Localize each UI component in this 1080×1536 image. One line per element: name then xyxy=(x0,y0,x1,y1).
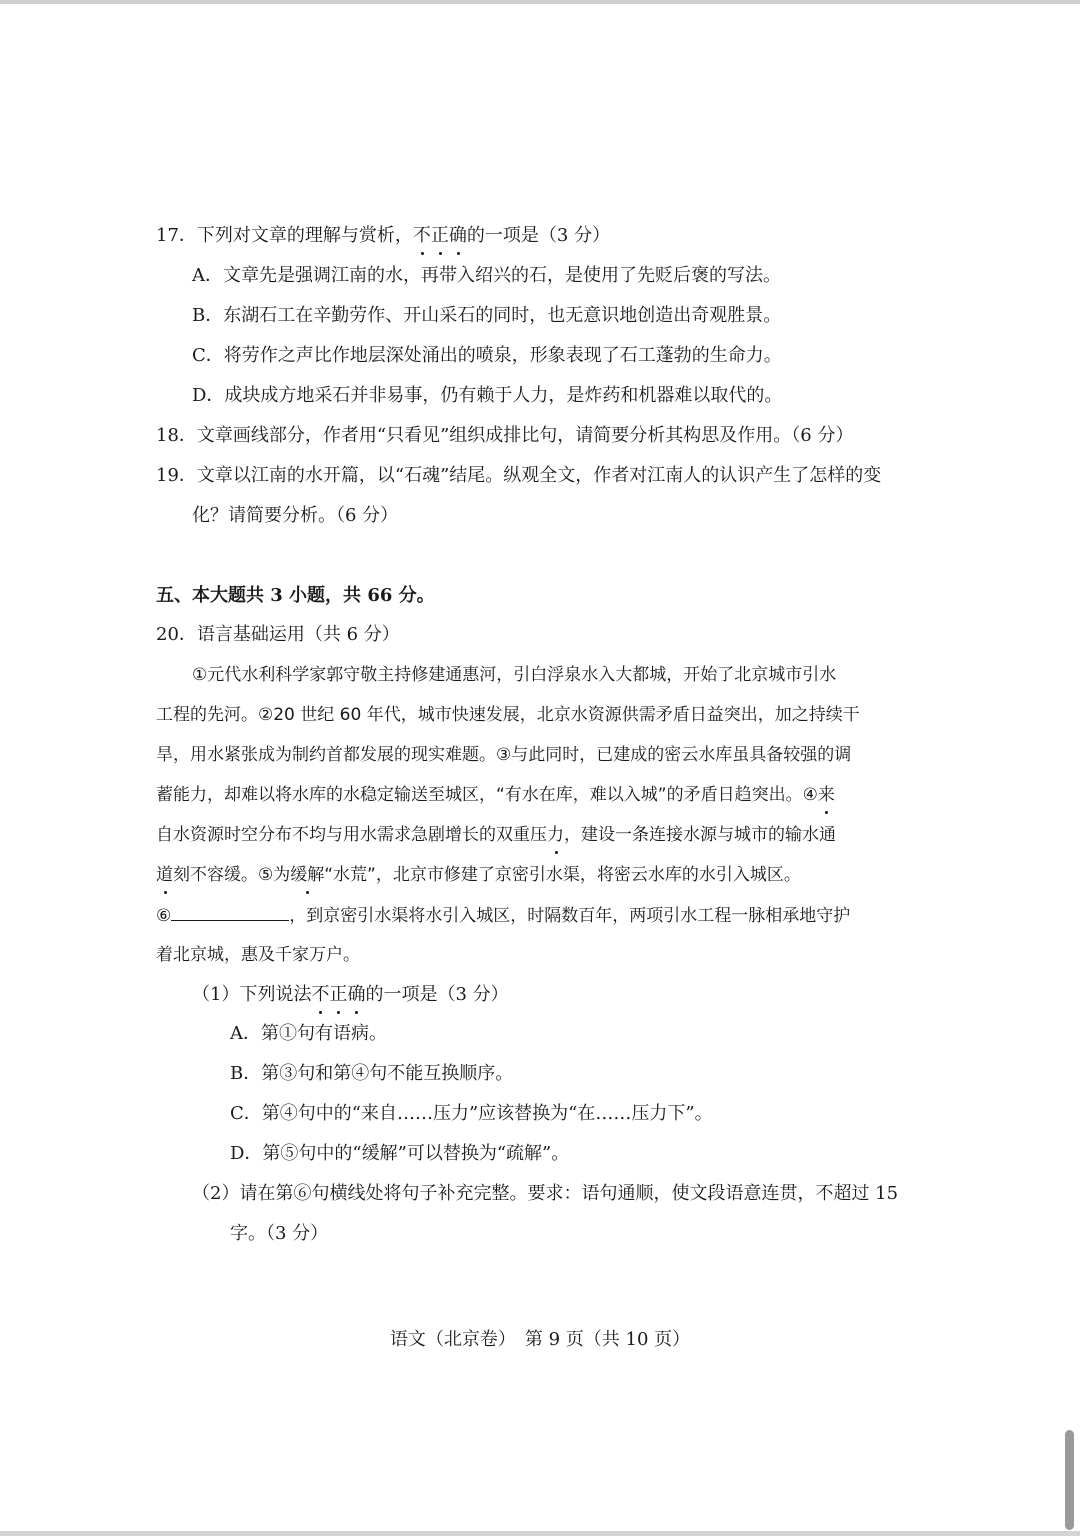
passage-line: 自水资源时空分布不均与用水需求急剧增长的双重压力，建设一条连接水源与城市的输水通 xyxy=(156,822,836,848)
emphasis-char: 来 xyxy=(818,782,835,808)
q17-option-d: D．成块成方地采石并非易事，仍有赖于人力，是炸药和机器难以取代的。 xyxy=(192,385,783,406)
passage-line: 道刻不容缓。⑤为缓解“水荒”，北京市修建了京密引水渠，将密云水库的水引入城区。 xyxy=(156,862,801,888)
q17-option-b: B．东湖石工在辛勤劳作、开山采石的同时，也无意识地创造出奇观胜景。 xyxy=(192,305,782,326)
emphasis-word: 缓解 xyxy=(290,862,324,888)
emphasis-char: 确 xyxy=(449,223,467,249)
section-heading: 五、本大题共 3 小题，共 66 分。 xyxy=(156,585,435,606)
bottom-rule xyxy=(0,1531,1080,1536)
top-rule xyxy=(0,0,1080,4)
q17-option-a: A．文章先是强调江南的水，再带入绍兴的石，是使用了先贬后褒的写法。 xyxy=(192,265,781,286)
question-20-title: 20．语言基础运用（共 6 分） xyxy=(156,624,400,645)
sub1-option-b: B．第③句和第④句不能互换顺序。 xyxy=(230,1063,514,1084)
emphasis-char: 力 xyxy=(547,822,564,848)
emphasis-char: 不 xyxy=(311,982,329,1008)
question-19-line1: 19．文章以江南的水开篇，以“石魂”结尾。纵观全文，作者对江南人的认识产生了怎样的变 xyxy=(156,465,882,486)
emphasis-char: 道 xyxy=(156,862,173,888)
answer-blank xyxy=(171,902,289,921)
question-19-line2: 化？请简要分析。（6 分） xyxy=(192,505,399,526)
passage-line: 旱，用水紧张成为制约首都发展的现实难题。③与此同时，已建成的密云水库虽具备较强的调 xyxy=(156,745,852,765)
sub1-option-d: D．第⑤句中的“缓解”可以替换为“疏解”。 xyxy=(230,1143,570,1164)
passage-line: ①元代水利科学家郭守敬主持修建通惠河，引白浮泉水入大都城，开始了北京城市引水 xyxy=(192,665,837,685)
emphasis-char: 不 xyxy=(413,223,431,249)
q17-option-c: C．将劳作之声比作地层深处涌出的喷泉，形象表现了石工蓬勃的生命力。 xyxy=(192,345,782,366)
scrollbar-thumb[interactable] xyxy=(1065,1430,1074,1530)
sub-question-2-line1: （2）请在第⑥句横线处将句子补充完整。要求：语句通顺，使文段语意连贯，不超过 15 xyxy=(192,1183,899,1204)
sub-question-1-stem: （1）下列说法不正确的一项是（3 分） xyxy=(192,982,509,1008)
passage-line: ⑥ ，到京密引水渠将水引入城区，时隔数百年，两项引水工程一脉相承地守护 xyxy=(156,902,850,929)
emphasis-char: 正 xyxy=(431,223,449,249)
sub1-option-a: A．第①句有语病。 xyxy=(230,1023,387,1044)
sub-question-2-line2: 字。（3 分） xyxy=(230,1223,329,1244)
question-17-stem: 17．下列对文章的理解与赏析，不正确的一项是（3 分） xyxy=(156,223,610,249)
sub1-option-c: C．第④句中的“来自……压力”应该替换为“在……压力下”。 xyxy=(230,1103,713,1124)
passage-line: 着北京城，惠及千家万户。 xyxy=(156,945,360,965)
emphasis-char: 正 xyxy=(329,982,347,1008)
emphasis-char: 确 xyxy=(347,982,365,1008)
question-18: 18．文章画线部分，作者用“只看见”组织成排比句，请简要分析其构思及作用。（6 分） xyxy=(156,425,854,446)
passage-line: 蓄能力，却难以将水库的水稳定输送至城区，“有水在库，难以入城”的矛盾日趋突出。④来 xyxy=(156,782,835,808)
passage-line: 工程的先河。②20 世纪 60 年代，城市快速发展，北京水资源供需矛盾日益突出，加之持续干 xyxy=(156,705,860,725)
page-footer: 语文（北京卷） 第 9 页（共 10 页） xyxy=(389,1329,691,1350)
